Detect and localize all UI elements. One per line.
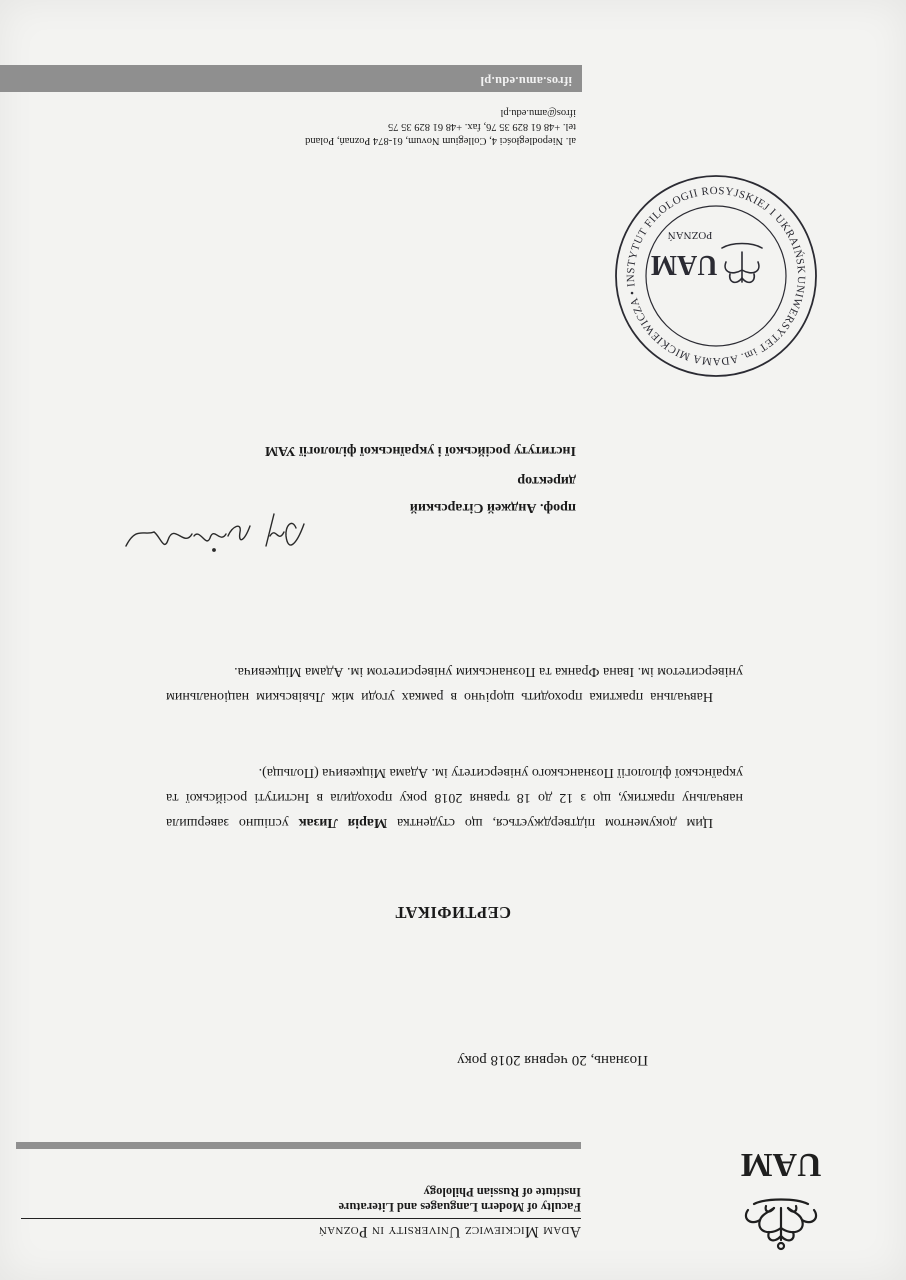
faculty-name: Faculty of Modern Languages and Literature: [338, 1200, 581, 1214]
svg-text:POZNAŃ: POZNAŃ: [667, 229, 713, 241]
website-link[interactable]: ifros.amu.edu.pl: [480, 74, 572, 88]
para1-rest: успішно завершила навчальну практику, що з 12 до 18 травня 2018 року проходила в Інституті російської та української філології Познанського університету ім. Адама Міцкевича (Польща).: [166, 765, 743, 830]
uam-logo-icon: [736, 1146, 826, 1258]
signatory-institute: Інституту російської і української філології УАМ: [264, 443, 576, 458]
address-line: al. Niepodległości 4, Collegium Novum, 61-874 Poznań, Poland: [305, 135, 576, 146]
agreement-paragraph: Навчальна практика проходить щорічно в рамках угоди між Львівським національним університетом ім. Івана Франка та Познанським університетом ім. Адама Міцкевича.: [166, 664, 743, 704]
para1-lead: Цим документом підтверджується, що студентка: [387, 815, 713, 830]
signatory-role: директор: [517, 473, 576, 488]
certificate-title: СЕРТИФІКАТ: [394, 903, 512, 922]
institute-stamp-icon: [610, 170, 822, 382]
phone-fax-line: tel. +48 61 829 35 76, fax. +48 61 829 35 75: [388, 121, 576, 132]
university-name: Adam Mickiewicz University in Poznań: [21, 1218, 581, 1240]
letterhead: [21, 1184, 581, 1240]
confirmation-paragraph: [166, 760, 743, 835]
email-line: ifros@amu.edu.pl: [500, 107, 576, 118]
svg-text:UAM: UAM: [740, 1146, 822, 1183]
place-and-date: Познань, 20 червня 2018 року: [457, 1052, 648, 1068]
institute-name: Institute of Russian Philology: [423, 1185, 581, 1199]
signatory-name: проф. Анджей Сітарський: [409, 500, 576, 515]
handwritten-signature: [120, 506, 310, 566]
svg-text:UNIWERSYTET im. ADAMA MICKIEWI: UNIWERSYTET im. ADAMA MICKIEWICZA • INSTYTUT FILOLOGII ROSYJSKIEJ I UKRAIŃSK: [624, 184, 808, 368]
student-name: Марія Лизак: [298, 815, 388, 830]
header-divider-bar: [16, 1142, 581, 1149]
contact-block: [305, 105, 576, 147]
svg-text:UAM: UAM: [650, 249, 718, 280]
